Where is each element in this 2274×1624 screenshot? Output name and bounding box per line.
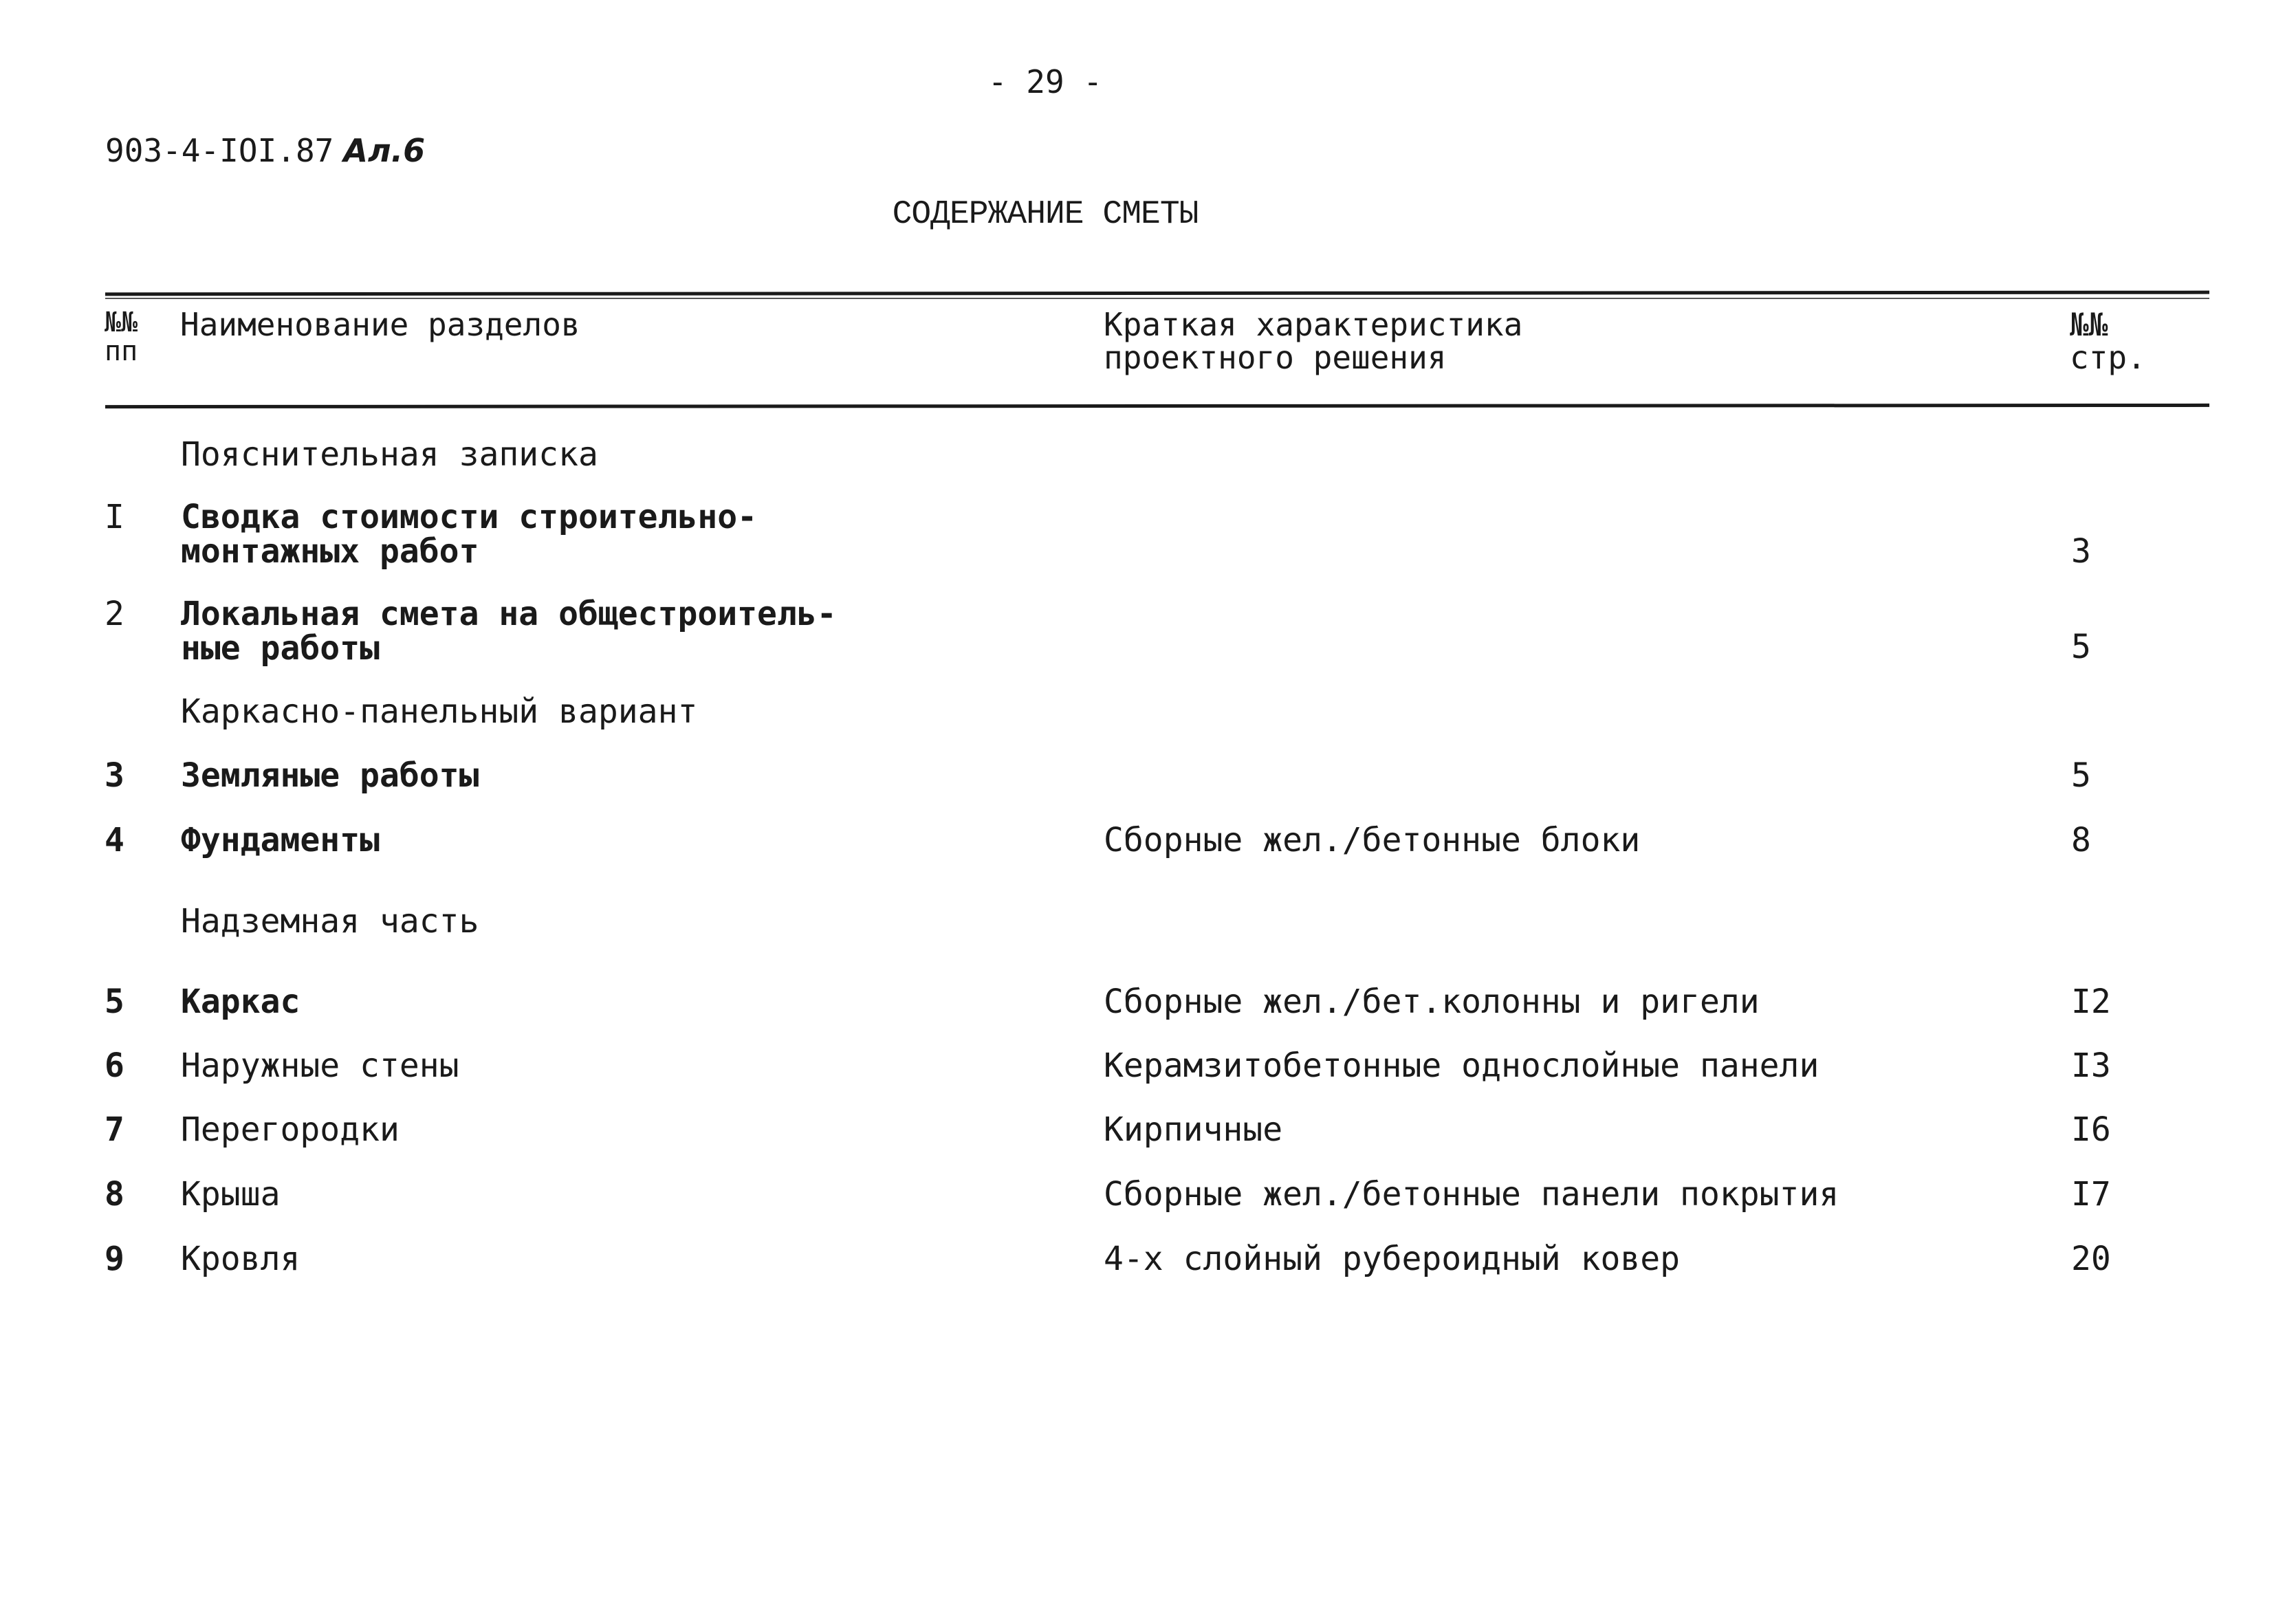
table-top-rule-secondary	[105, 298, 2209, 299]
table-header-bottom-rule	[105, 404, 2209, 408]
column-header-name	[180, 308, 580, 341]
table-row-number: 6	[105, 1046, 124, 1085]
document-code-number: 903-4-IOI.87	[105, 132, 334, 169]
table-row-description: Сборные жел./бет.колонны и ригели	[1104, 983, 1760, 1021]
table-row-number: 4	[105, 821, 124, 859]
page-title: СОДЕРЖАНИЕ СМЕТЫ	[892, 196, 1199, 233]
table-row-name-line: монтажных работ	[181, 532, 479, 571]
table-row-name: Наружные стены	[181, 1046, 459, 1085]
table-row-number: 5	[105, 983, 124, 1021]
section-heading: Пояснительная записка	[181, 435, 598, 474]
table-row-number: 3	[105, 756, 124, 795]
table-row-page: 5	[2071, 628, 2091, 666]
table-row-name: Фундаменты	[181, 821, 380, 859]
table-row-name	[181, 597, 837, 666]
table-row-description: Кирпичные	[1104, 1110, 1283, 1149]
table-row-name-line: Локальная смета на общестроитель-	[181, 595, 837, 633]
column-header-number	[105, 308, 138, 366]
table-row-name-line: ные работы	[181, 629, 380, 668]
table-row-number: 8	[105, 1175, 124, 1214]
table-row-name: Перегородки	[181, 1110, 400, 1149]
table-row-name: Крыша	[181, 1175, 281, 1214]
table-row-description: Сборные жел./бетонные блоки	[1104, 821, 1641, 859]
table-row-name-line: Сводка стоимости строительно-	[181, 498, 758, 536]
table-row-page: I7	[2071, 1175, 2111, 1214]
column-header-page	[2070, 308, 2146, 374]
document-code	[105, 132, 425, 169]
table-row-number: 2	[105, 595, 124, 633]
table-row-number: 7	[105, 1110, 124, 1149]
table-row-page: 3	[2071, 532, 2091, 571]
table-row-page: 8	[2071, 821, 2091, 859]
table-row-page: I2	[2071, 983, 2111, 1021]
table-row-name	[181, 500, 757, 569]
document-sheet: Ал.6	[343, 132, 426, 169]
column-header-description-line: Краткая характеристика	[1104, 306, 1523, 343]
column-header-description-line: проектного решения	[1104, 339, 1447, 376]
section-heading: Каркасно-панельный вариант	[181, 692, 698, 731]
table-row-name: Земляные работы	[181, 756, 479, 795]
column-header-number-line: №№	[105, 307, 138, 338]
table-row-description: Керамзитобетонные однослойные панели	[1104, 1046, 1819, 1085]
table-top-rule	[105, 291, 2209, 296]
table-row-page: 5	[2071, 756, 2091, 795]
table-row-name: Каркас	[181, 983, 300, 1021]
section-heading: Надземная часть	[181, 902, 479, 941]
column-header-page-line: стр.	[2070, 339, 2146, 376]
table-row-description: Сборные жел./бетонные панели покрытия	[1104, 1175, 1839, 1214]
table-row-number: 9	[105, 1240, 124, 1278]
table-row-page: 20	[2071, 1240, 2111, 1278]
column-header-description	[1104, 308, 1522, 374]
table-row-page: I6	[2071, 1110, 2111, 1149]
table-row-description: 4-х слойный рубероидный ковер	[1104, 1240, 1681, 1278]
table-row-page: I3	[2071, 1046, 2111, 1085]
column-header-number-line: пп	[105, 336, 138, 367]
table-row-name: Кровля	[181, 1240, 300, 1278]
table-row-number: I	[105, 498, 124, 536]
page-number: - 29 -	[987, 63, 1103, 100]
column-header-page-line: №№	[2070, 306, 2108, 343]
column-header-name-line: Наименование разделов	[180, 306, 580, 343]
